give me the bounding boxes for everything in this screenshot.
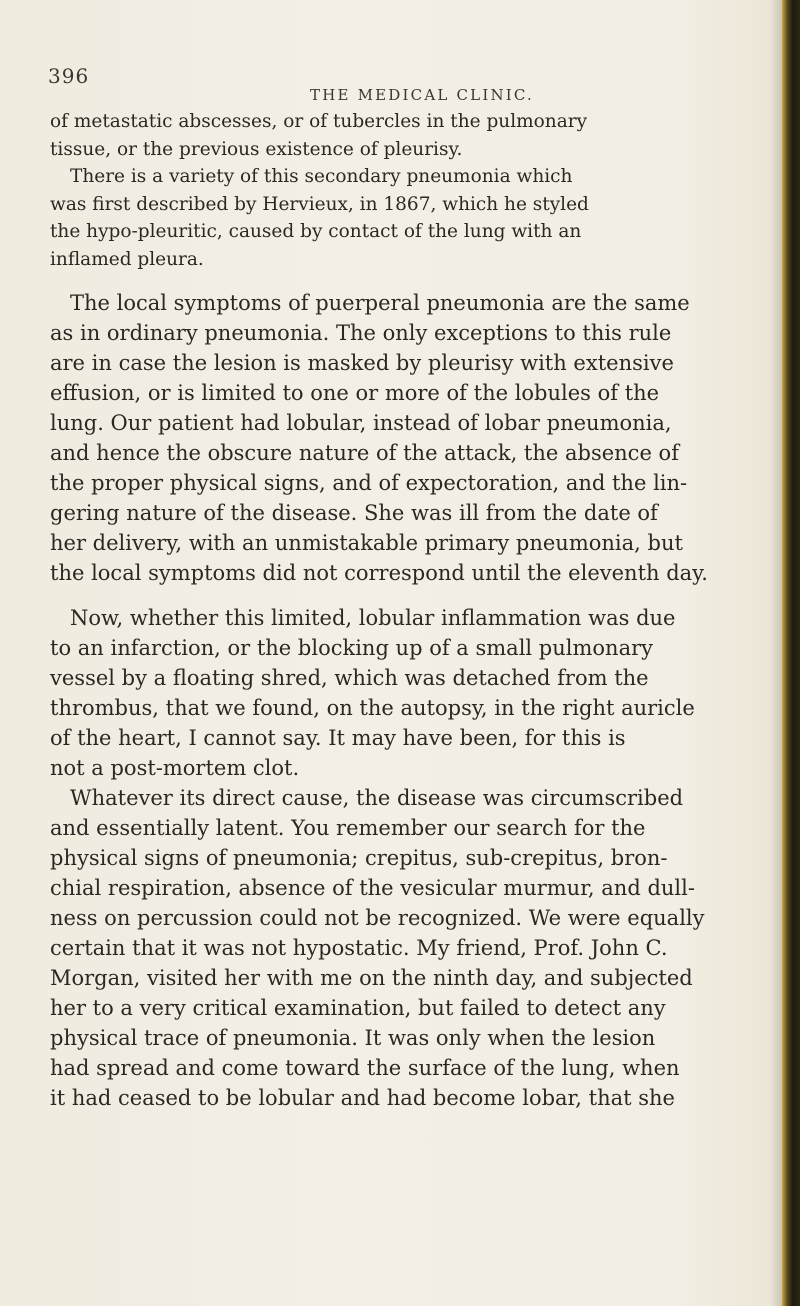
text-line: as in ordinary pneumonia. The only exceptions to this rule (50, 321, 672, 345)
running-head: THE MEDICAL CLINIC. (310, 86, 535, 104)
paragraph (50, 288, 770, 588)
text-line: Morgan, visited her with me on the ninth day, and subjected (50, 966, 693, 990)
text-line: lung. Our patient had lobular, instead of lobar pneumonia, (50, 411, 672, 435)
text-line: physical signs of pneumonia; crepitus, sub-crepitus, bron- (50, 846, 668, 870)
text-line: it had ceased to be lobular and had become lobar, that she (50, 1086, 675, 1110)
text-line: and essentially latent. You remember our search for the (50, 816, 646, 840)
text-line: was first described by Hervieux, in 1867, which he styled (50, 193, 589, 215)
text-line: effusion, or is limited to one or more of the lobules of the (50, 381, 660, 405)
text-line: the hypo-pleuritic, caused by contact of the lung with an (50, 221, 582, 242)
text-line: to an infarction, or the blocking up of a small pulmonary (50, 636, 653, 660)
text-line: tissue, or the previous existence of pleurisy. (50, 138, 463, 160)
text-line: not a post-mortem clot. (50, 756, 300, 780)
text-line: Now, whether this limited, lobular inflammation was due (70, 606, 676, 630)
text-line: Whatever its direct cause, the disease was circumscribed (70, 786, 684, 810)
section-gap (50, 588, 770, 603)
text-line: thrombus, that we found, on the autopsy, in the right auricle (50, 696, 695, 720)
page-edge-shadow (770, 0, 782, 1306)
text-line: and hence the obscure nature of the attack, the absence of (50, 441, 679, 465)
text-line: There is a variety of this secondary pneumonia which (70, 166, 573, 187)
text-line: of metastatic abscesses, or of tubercles in the pulmonary (50, 111, 588, 132)
page-number: 396 (48, 64, 90, 88)
text-line: her delivery, with an unmistakable primary pneumonia, but (50, 531, 683, 555)
text-line: The local symptoms of puerperal pneumonia are the same (70, 291, 690, 315)
text-line: the local symptoms did not correspond until the eleventh day. (50, 561, 708, 585)
paragraph (50, 603, 770, 783)
section-gap (50, 273, 770, 288)
paragraph (50, 163, 770, 273)
text-line: ness on percussion could not be recognized. We were equally (50, 906, 705, 930)
text-line: gering nature of the disease. She was ill from the date of (50, 501, 658, 525)
text-line: had spread and come toward the surface of the lung, when (50, 1056, 680, 1080)
text-line: are in case the lesion is masked by pleurisy with extensive (50, 351, 674, 375)
text-line: of the heart, I cannot say. It may have been, for this is (50, 726, 626, 750)
body-text (50, 108, 770, 1113)
text-line: inflamed pleura. (50, 248, 204, 270)
paragraph (50, 783, 770, 1113)
text-line: the proper physical signs, and of expectoration, and the lin- (50, 471, 688, 495)
paragraph (50, 108, 770, 163)
text-line: chial respiration, absence of the vesicular murmur, and dull- (50, 876, 695, 900)
book-binding-edge (782, 0, 800, 1306)
text-line: physical trace of pneumonia. It was only when the lesion (50, 1026, 656, 1050)
text-line: vessel by a floating shred, which was detached from the (50, 666, 649, 690)
text-line: her to a very critical examination, but failed to detect any (50, 996, 666, 1020)
text-line: certain that it was not hypostatic. My friend, Prof. John C. (50, 936, 668, 960)
